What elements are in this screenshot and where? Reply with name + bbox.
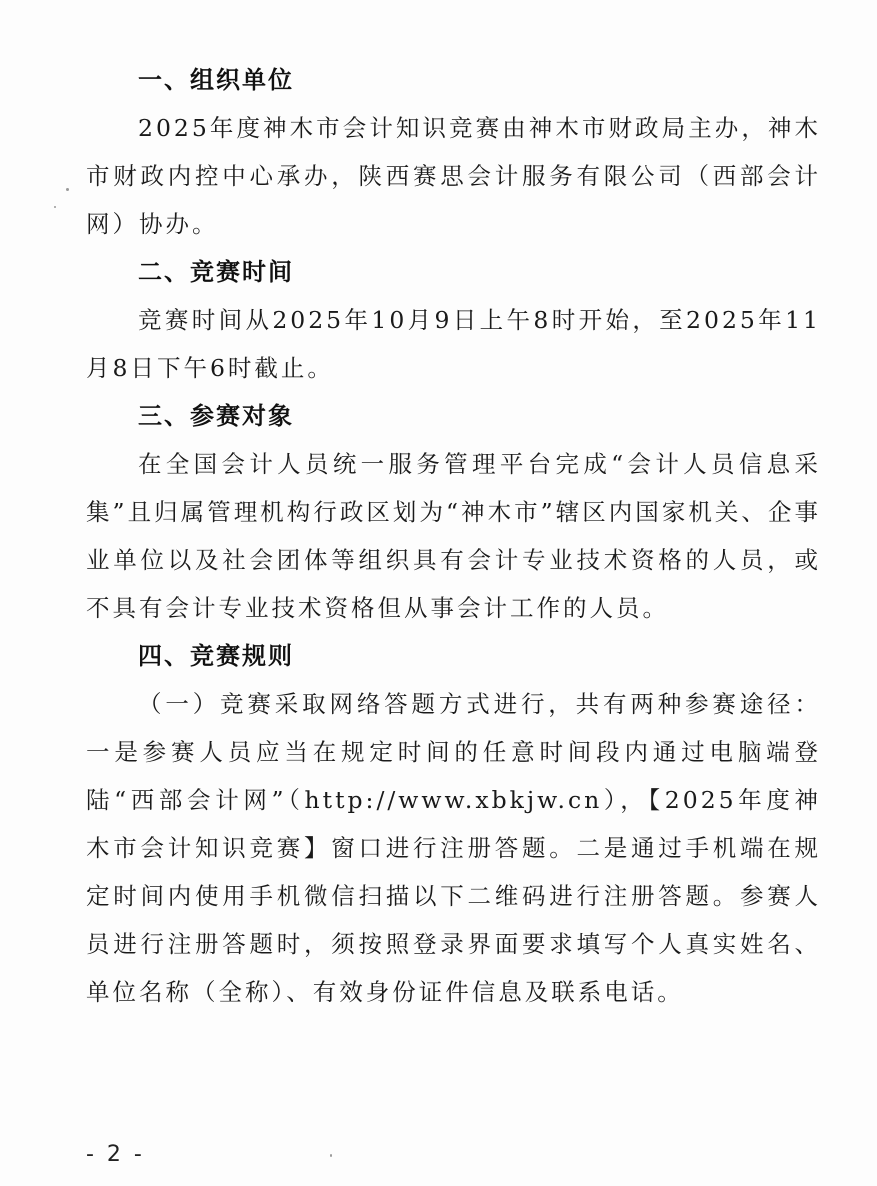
section-paragraph-rules: （一）竞赛采取网络答题方式进行，共有两种参赛途径：一是参赛人员应当在规定时间的任意时间段内通过电脑端登陆“西部会计网”（http://www.xbkjw.cn），【2025年度神木市会计知识竞赛】窗口进行注册答题。二是通过手机端在规定时间内使用手机微信扫描以下二维码进行注册答题。参赛人员进行注册答题时，须按照登录界面要求填写个人真实姓名、单位名称（全称）、有效身份证件信息及联系电话。 [86,690,821,1006]
scan-speck [330,1154,332,1157]
page-number: - 2 - [86,1142,145,1167]
section-heading-rules: 四、竞赛规则 [138,642,294,670]
scan-speck [66,188,69,191]
section-paragraph-organizers: 2025年度神木市会计知识竞赛由神木市财政局主办，神木市财政内控中心承办，陕西赛思会计服务有限公司（西部会计网）协办。 [86,114,821,238]
document-body [86,56,821,1016]
section-heading-organizers: 一、组织单位 [138,66,294,94]
scan-speck [54,206,56,208]
section-paragraph-time: 竞赛时间从2025年10月9日上午8时开始，至2025年11月8日下午6时截止。 [86,306,821,382]
section-heading-time: 二、竞赛时间 [138,258,294,286]
section-paragraph-participants: 在全国会计人员统一服务管理平台完成“会计人员信息采集”且归属管理机构行政区划为“神木市”辖区内国家机关、企事业单位以及社会团体等组织具有会计专业技术资格的人员，或不具有会计专业技术资格但从事会计工作的人员。 [86,450,821,622]
section-heading-participants: 三、参赛对象 [138,402,294,430]
